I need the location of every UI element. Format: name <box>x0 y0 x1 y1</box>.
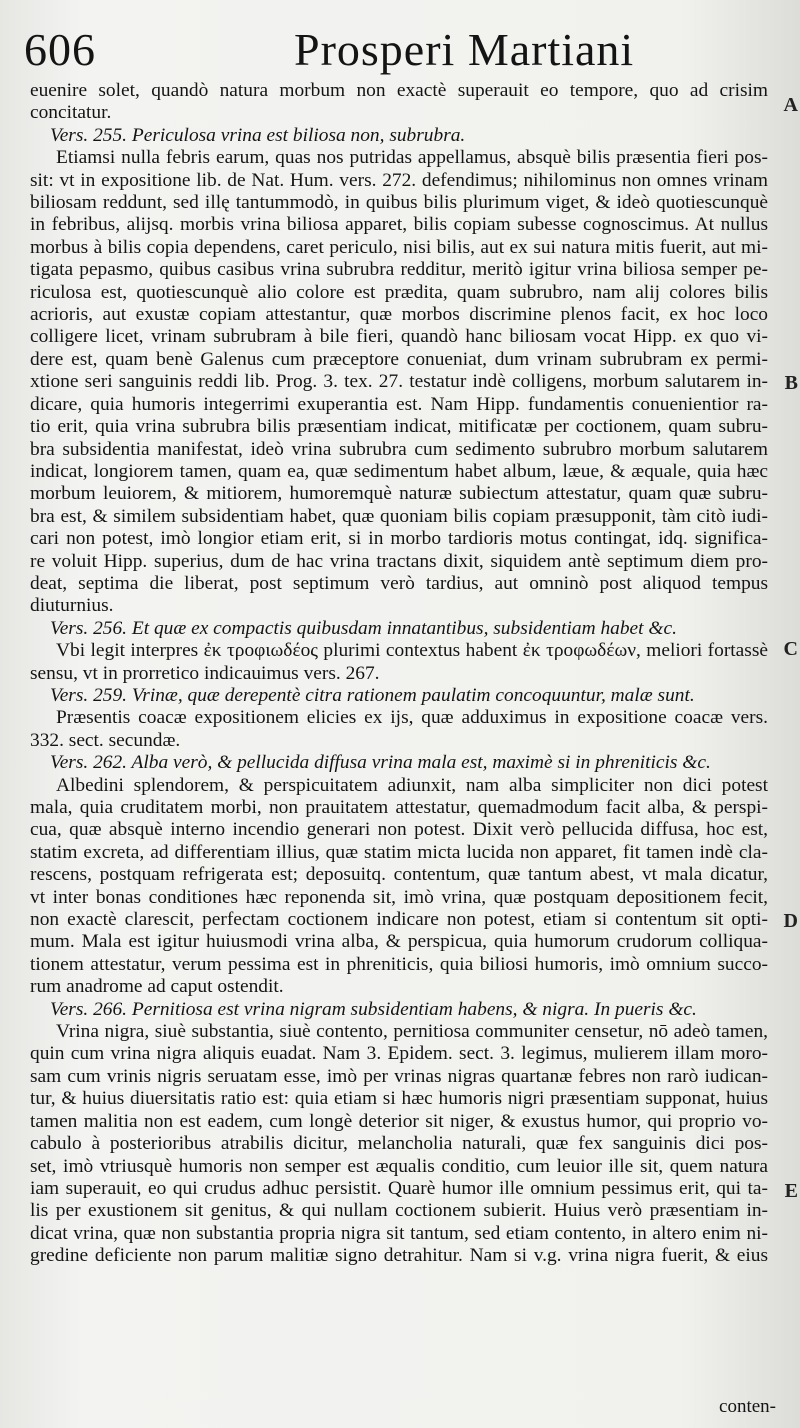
text-line: bra subsidentia manifestat, ideò vrina subrubra cum sedimento subrubro morbum salutarem <box>30 438 768 460</box>
text-line: Vbi legit interpres ἐκ τροφιωδέος plurimi contextus habent ἐκ τροφωδέων, meliori fortassè <box>56 640 768 662</box>
text-line: morbus à bilis copia dependens, caret periculo, nisi bilis, aut ex sui natura mitis fuerit, aut mi- <box>30 236 768 258</box>
text-line: rescens, postquam refrigerata est; deposuitq. contentum, quæ tantum abest, vt mala dicatur, <box>30 864 768 886</box>
verse-heading: Vers. 256. Et quæ ex compactis quibusdam innatantibus, subsidentiam habet &c. <box>50 617 677 639</box>
running-head: Prosperi Martiani <box>294 24 635 75</box>
text-line: statim excreta, ad differentiam illius, quæ statim micta lucida non apparet, fit tamen indè cla- <box>30 841 768 863</box>
text-line: colligere licet, vrinam subrubram à bile fieri, quandò hanc biliosam vocat Hipp. ex quo vi- <box>30 326 768 348</box>
page-header <box>24 22 784 82</box>
body-text <box>30 80 768 1268</box>
text-line: Præsentis coacæ expositionem elicies ex ijs, quæ adduximus in expositione coacæ vers. <box>56 707 768 729</box>
catchword: conten- <box>719 1396 776 1417</box>
text-line: dicat vrina, quæ non substantia propria nigra sit tantum, sed etiam contento, in altero enim ni- <box>30 1222 768 1244</box>
text-line: set, imò vtriusquè humoris non semper est æqualis conditio, cum leuior ille sit, quem natura <box>30 1155 768 1177</box>
verse-heading: Vers. 255. Periculosa vrina est biliosa non, subrubra. <box>50 124 466 146</box>
text-line: dere est, quam benè Galenus cum præceptore conueniat, dum vrinam subrubram ex permi- <box>30 348 768 370</box>
text-line: xtione seri sanguinis reddi lib. Prog. 3. tex. 27. testatur indè colligens, morbum salutarem in- <box>30 371 768 393</box>
text-line: cua, quæ absquè interno incendio generari non potest. Dixit verò pellucida diffusa, hoc est, <box>30 819 768 841</box>
text-line: riculosa est, quotiescunquè alio colore est prædita, quam subrubro, nam alij colores bilis <box>30 281 768 303</box>
page-number: 606 <box>24 24 96 75</box>
text-line: in febribus, alijsq. morbis vrina biliosa apparet, bilis copiam subesse cognoscimus. At nullus <box>30 214 768 236</box>
text-line: diuturnius. <box>30 595 114 617</box>
margin-letter-c: C <box>783 638 798 660</box>
text-line: 332. sect. secundæ. <box>30 729 181 751</box>
text-line: re voluit Hipp. superius, dum de hac vrina tractans dixit, siquidem antè septimum diem pro- <box>30 550 768 572</box>
text-line: morbum leuiorem, & mitiorem, humoremquè naturæ subiectum attestatur, quam quæ subru- <box>30 483 768 505</box>
text-line: tio erit, quia vrina subrubra bilis præsentiam indicat, mitificatæ per coctionem, quam subru- <box>30 416 768 438</box>
text-line: bra est, & similem subsidentiam habet, quæ quoniam bilis copiam præsupponit, tàm citò iudi- <box>30 505 768 527</box>
text-line: rum anadrome ad caput ostendit. <box>30 976 284 998</box>
text-line: sit: vt in expositione lib. de Nat. Hum. vers. 272. defendimus; nihilominus non omnes vrinam <box>30 169 768 191</box>
verse-heading: Vers. 262. Alba verò, & pellucida diffusa vrina mala est, maximè si in phreniticis &c. <box>50 752 711 774</box>
text-line: cari non potest, imò longior etiam erit, si in morbo tardioris motus contingat, idq. significa- <box>30 528 768 550</box>
text-line: sam cum vrinis nigris seruatam esse, imò per vrinas nigras quartanæ febres non rarò iudican- <box>30 1065 768 1087</box>
text-line: biliosam reddunt, sed illę tantummodò, in quibus bilis plurimum viget, & ideò quotiescunquè <box>30 192 768 214</box>
text-line: euenire solet, quandò natura morbum non exactè superauit eo tempore, quo ad crisim <box>30 80 768 101</box>
text-line: gredine deficiente non parum malitiæ signo detrahitur. Nam si v.g. vrina nigra fuerit, & eius <box>30 1245 768 1267</box>
text-line: deat, septima die liberat, post septimum verò tardius, aut omninò post aliquod tempus <box>30 572 768 594</box>
text-line: Vrina nigra, siuè substantia, siuè contento, pernitiosa communiter censetur, nō adeò tamen, <box>56 1021 768 1043</box>
text-line: dicare, quia humoris integerrimi exuperantia est. Nam Hipp. fundamentis conuenientior ra- <box>30 393 768 415</box>
text-line: lis per exustionem sit genitus, & qui nullam coctionem subierit. Huius verò præsentiam in- <box>30 1200 768 1222</box>
text-line: acrioris, aut exustæ copiam attestantur, quæ morbos discrimine plenos facit, ex hoc loco <box>30 304 768 326</box>
text-line: tionem attestatur, verum pessima est in phreniticis, quia biliosi humoris, imò omnium succo- <box>30 953 768 975</box>
text-line: indicat, longiorem tamen, quam ea, quæ sedimentum habet album, læue, & æquale, quia hæc <box>30 460 768 482</box>
text-line: Etiamsi nulla febris earum, quas nos putridas appellamus, absquè bilis præsentia fieri pos- <box>56 147 768 169</box>
text-line: sensu, vt in prorretico indicauimus vers. 267. <box>30 662 380 684</box>
text-line: iam superauit, eo qui crudus adhuc persistit. Quarè humor ille omnium pessimus erit, qui ta- <box>30 1177 768 1199</box>
text-line: mum. Mala est igitur huiusmodi vrina alba, & perspicua, quia humorum crudorum colliqua- <box>30 931 768 953</box>
text-line: non exactè clarescit, perfectam coctionem indicare non potest, etiam si contentum sit opti- <box>30 909 768 931</box>
verse-heading: Vers. 266. Pernitiosa est vrina nigram subsidentiam habens, & nigra. In pueris &c. <box>50 998 697 1020</box>
text-line: mala, quia cruditatem morbi, non prauitatem attestatur, quemadmodum facit alba, & perspi- <box>30 797 768 818</box>
margin-letter-a: A <box>783 94 798 116</box>
margin-letter-d: D <box>783 910 798 932</box>
verse-heading: Vers. 259. Vrinæ, quæ derepentè citra rationem paulatim concoquuntur, malæ sunt. <box>50 684 695 706</box>
text-line: tamen malitia non est eadem, cum longè deterior sit niger, & exustus humor, qui proprio vo- <box>30 1110 768 1132</box>
text-line: vt inter bonas conditiones hæc reponenda sit, imò vrina, quæ postquam depositionem fecit, <box>30 886 768 908</box>
margin-letter-b: B <box>784 372 798 394</box>
text-line: quin cum vrina nigra aliquis euadat. Nam 3. Epidem. sect. 3. legimus, mulierem illam moro- <box>30 1043 768 1065</box>
margin-letter-e: E <box>784 1180 798 1202</box>
text-line: tigata pepasmo, quibus casibus vrina subrubra redditur, meritò igitur vrina biliosa semper pe- <box>30 259 768 281</box>
text-line: cabulo à posterioribus atrabilis dicitur, melancholia naturali, quæ fex sanguinis dici pos- <box>30 1133 768 1155</box>
text-line: Albedini splendorem, & perspicuitatem adiunxit, nam alba simpliciter non dici potest <box>56 774 768 796</box>
text-line: tur, & huius diuersitatis ratio est: quia etiam si hæc humoris nigri præsentiam supponat, huius <box>30 1088 768 1110</box>
text-line: concitatur. <box>30 102 112 124</box>
